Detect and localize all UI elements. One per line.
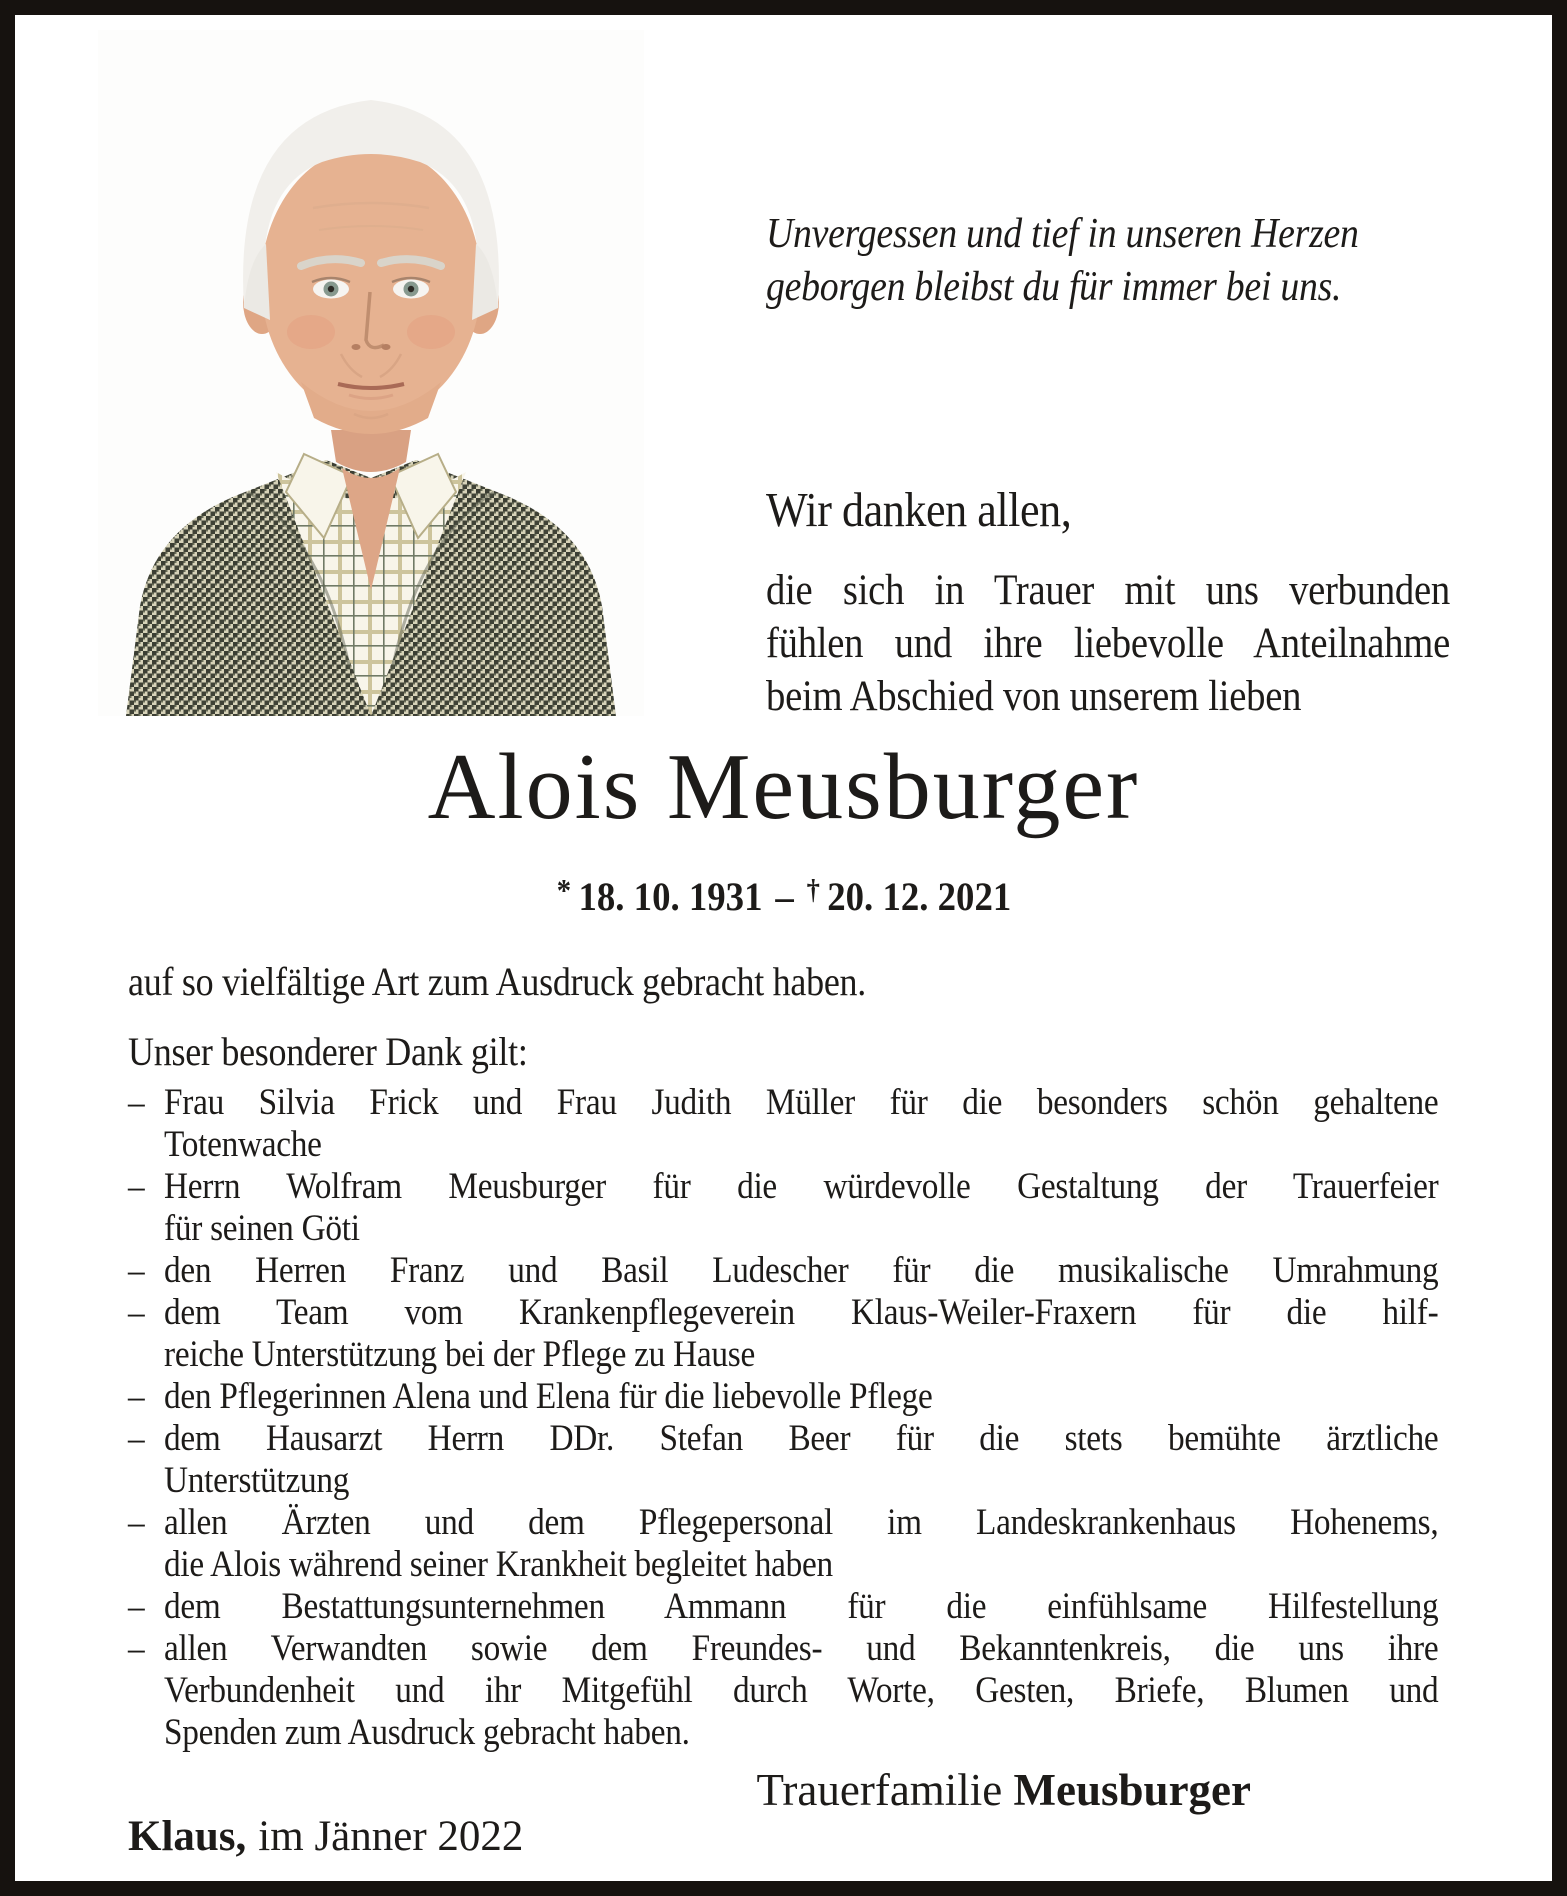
- intro-line-3: beim Abschied von unserem lieben: [766, 673, 1302, 720]
- list-line: Unterstützung: [164, 1460, 350, 1501]
- list-line: dem Hausarzt Herrn DDr. Stefan Beer für die stets bemühte ärztliche: [164, 1418, 1439, 1459]
- list-line: allen Ärzten und dem Pflegepersonal im Landeskrankenhaus Hohenems,: [164, 1502, 1439, 1543]
- birth-date: 18. 10. 1931: [577, 874, 762, 919]
- death-symbol: †: [806, 874, 820, 907]
- thanks-list-item-1: [128, 1082, 1438, 1166]
- thanks-list: [128, 1082, 1438, 1754]
- list-dash: –: [128, 1250, 145, 1291]
- intro-paragraph: [766, 564, 1526, 723]
- family-prefix: Trauerfamilie: [756, 1765, 1003, 1815]
- thanks-list-item-3: [128, 1250, 1438, 1292]
- list-line: für seinen Göti: [164, 1208, 360, 1249]
- memorial-quote-line-1: Unvergessen und tief in unseren Herzen: [766, 211, 1359, 257]
- thanks-list-item-8: [128, 1586, 1438, 1628]
- list-line: den Herren Franz und Basil Ludescher für die musikalische Umrahmung: [164, 1250, 1439, 1291]
- closing-family-line: [757, 1764, 1251, 1816]
- list-dash: –: [128, 1292, 145, 1333]
- outro-sentence: auf so vielfältige Art zum Ausdruck gebracht haben.: [128, 959, 866, 1004]
- birth-symbol: *: [556, 873, 571, 909]
- thanks-list-item-2: [128, 1166, 1438, 1250]
- list-line: Herrn Wolfram Meusburger für die würdevolle Gestaltung der Trauerfeier: [164, 1166, 1439, 1207]
- list-line: Verbundenheit und ihr Mitgefühl durch Worte, Gesten, Briefe, Blumen und: [164, 1670, 1439, 1711]
- list-dash: –: [128, 1376, 145, 1417]
- closing-place-line: [128, 1812, 523, 1861]
- intro-line-2: fühlen und ihre liebevolle Anteilnahme: [766, 620, 1450, 667]
- thanks-list-item-4: [128, 1292, 1438, 1376]
- list-line: die Alois während seiner Krankheit begleitet haben: [164, 1544, 833, 1585]
- thanks-list-item-9: [128, 1628, 1438, 1754]
- list-line: dem Team vom Krankenpflegeverein Klaus-Weiler-Fraxern für die hilf-: [164, 1292, 1439, 1333]
- list-line: dem Bestattungsunternehmen Ammann für die einfühlsame Hilfestellung: [164, 1586, 1439, 1627]
- thanks-list-item-6: [128, 1418, 1438, 1502]
- closing-date: im Jänner 2022: [258, 1813, 524, 1860]
- list-dash: –: [128, 1502, 145, 1543]
- thanks-heading: Wir danken allen,: [766, 482, 1072, 537]
- memorial-quote-line-2: geborgen bleibst du für immer bei uns.: [766, 264, 1342, 310]
- closing-place: Klaus,: [128, 1813, 247, 1860]
- list-dash: –: [128, 1082, 145, 1123]
- portrait-photo-illustration: [98, 30, 644, 716]
- portrait-photo: [98, 30, 644, 716]
- list-line: den Pflegerinnen Alena und Elena für die liebevolle Pflege: [164, 1376, 933, 1417]
- life-dates: [15, 873, 1552, 920]
- dates-separator: –: [774, 874, 794, 919]
- list-dash: –: [128, 1628, 145, 1669]
- thanks-list-item-5: [128, 1376, 1438, 1418]
- special-thanks-heading: Unser besonderer Dank gilt:: [128, 1029, 528, 1074]
- list-dash: –: [128, 1166, 145, 1207]
- list-line: allen Verwandten sowie dem Freundes- und Bekanntenkreis, die uns ihre: [164, 1628, 1439, 1669]
- list-dash: –: [128, 1418, 145, 1459]
- list-dash: –: [128, 1586, 145, 1627]
- family-name: Meusburger: [1013, 1765, 1251, 1815]
- intro-line-1: die sich in Trauer mit uns verbunden: [766, 567, 1450, 614]
- list-line: Spenden zum Ausdruck gebracht haben.: [164, 1712, 690, 1753]
- list-line: Totenwache: [164, 1124, 322, 1165]
- list-line: reiche Unterstützung bei der Pflege zu Hause: [164, 1334, 755, 1375]
- list-line: Frau Silvia Frick und Frau Judith Müller für die besonders schön gehaltene: [164, 1082, 1439, 1123]
- memorial-quote: [766, 208, 1359, 314]
- deceased-name: Alois Meusburger: [427, 735, 1140, 839]
- death-date: 20. 12. 2021: [826, 874, 1011, 919]
- thanks-list-item-7: [128, 1502, 1438, 1586]
